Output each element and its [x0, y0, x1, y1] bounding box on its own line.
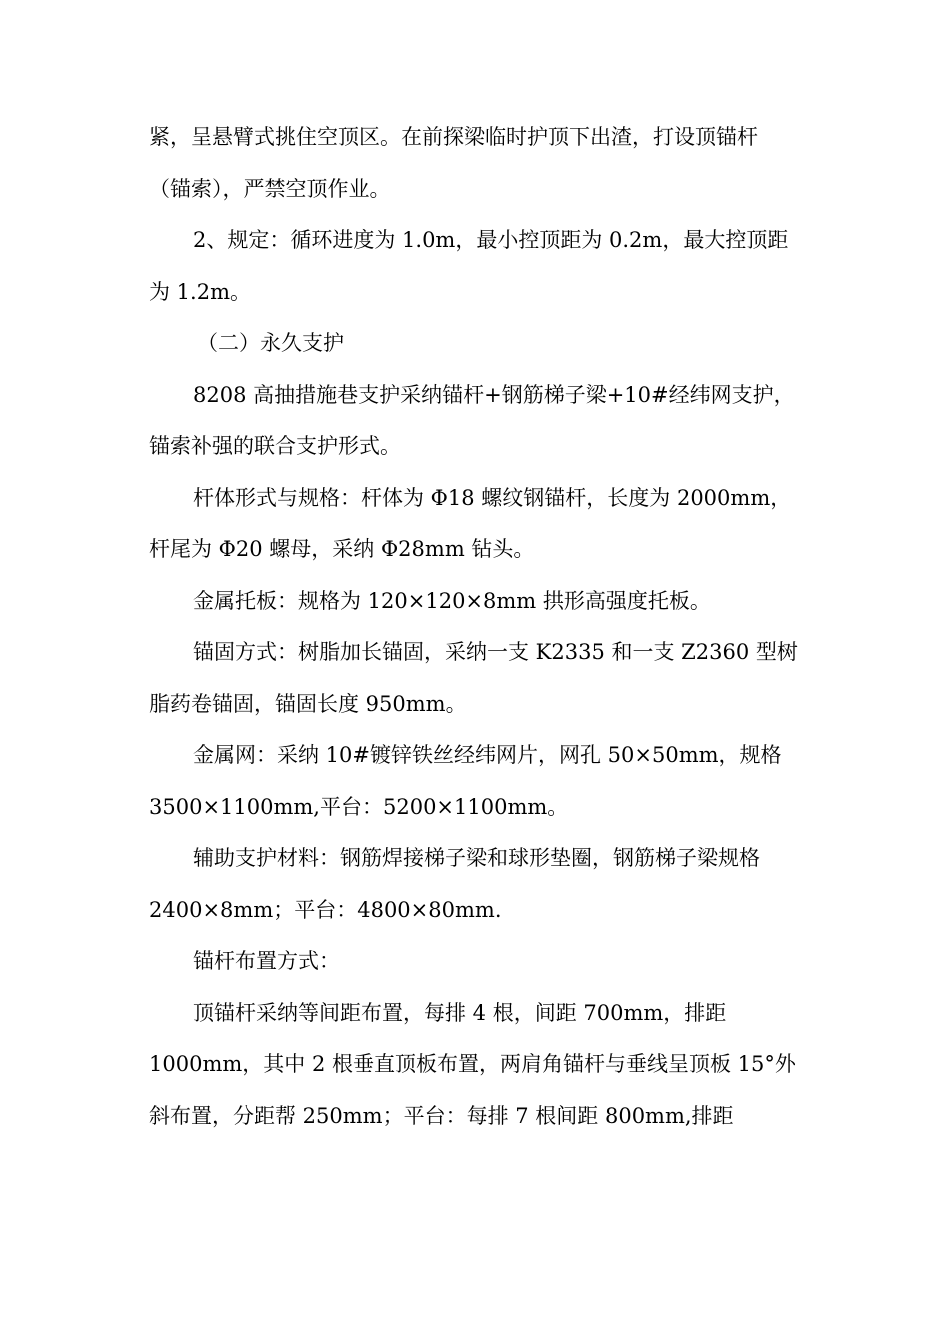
text-line: 金属网：采纳 10#镀锌铁丝经纬网片，网孔 50×50mm，规格: [193, 743, 782, 767]
text-line: 脂药卷锚固，锚固长度 950mm。: [149, 691, 467, 716]
paragraph-1: [149, 112, 809, 215]
text-line: 3500×1100mm,平台：5200×1100mm。: [149, 794, 569, 819]
text-line: 8208 高抽措施巷支护采纳锚杆+钢筋梯子梁+10#经纬网支护，: [193, 382, 795, 407]
paragraph-9: [149, 833, 809, 936]
text-line: 辅助支护材料：钢筋焊接梯子梁和球形垫圈，钢筋梯子梁规格: [193, 846, 760, 870]
text-line: 锚固方式：树脂加长锚固，采纳一支 K2335 和一支 Z2360 型树: [193, 640, 798, 664]
document-body: [149, 112, 809, 1142]
paragraph-10: [149, 936, 809, 988]
paragraph-8: [149, 730, 809, 833]
text-line: （锚索），严禁空顶作业。: [149, 176, 391, 201]
paragraph-11: [149, 988, 809, 1143]
text-line: 2、规定：循环进度为 1.0m，最小控顶距为 0.2m，最大控顶距: [193, 228, 789, 252]
text-line: 1000mm，其中 2 根垂直顶板布置，两肩角锚杆与垂线呈顶板 15°外: [149, 1052, 796, 1076]
paragraph-3-heading: [149, 318, 809, 370]
paragraph-2: [149, 215, 809, 318]
text-line: 锚杆布置方式：: [193, 949, 340, 973]
text-line: 杆体形式与规格：杆体为 Φ18 螺纹钢锚杆，长度为 2000mm，: [193, 485, 792, 510]
paragraph-4: [149, 370, 809, 473]
paragraph-6: [149, 576, 809, 628]
text-line: 2400×8mm；平台：4800×80mm.: [149, 897, 502, 922]
text-line: 杆尾为 Φ20 螺母，采纳 Φ28mm 钻头。: [149, 537, 535, 561]
text-line: 斜布置，分距帮 250mm；平台：每排 7 根间距 800mm,排距: [149, 1103, 734, 1128]
text-line: 紧，呈悬臂式挑住空顶区。在前探梁临时护顶下出渣，打设顶锚杆: [149, 125, 758, 149]
text-line: 顶锚杆采纳等间距布置，每排 4 根，间距 700mm，排距: [193, 1000, 727, 1025]
paragraph-5: [149, 473, 809, 576]
section-heading: （二）永久支护: [197, 331, 344, 355]
text-line: 金属托板：规格为 120×120×8mm 拱形高强度托板。: [193, 588, 711, 613]
text-line: 为 1.2m。: [149, 279, 251, 304]
paragraph-7: [149, 627, 809, 730]
text-line: 锚索补强的联合支护形式。: [149, 434, 401, 458]
